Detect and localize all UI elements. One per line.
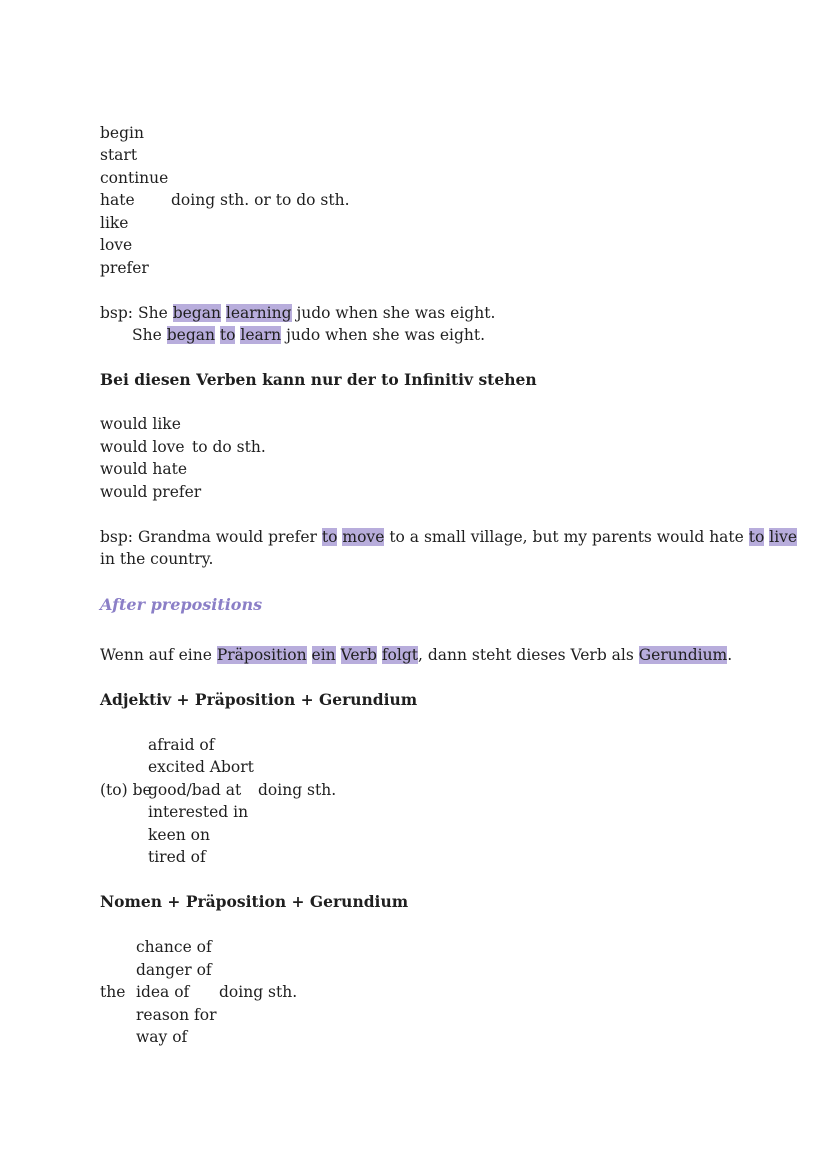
verb-begin: begin <box>100 124 144 142</box>
noun-item: way of <box>136 1028 188 1046</box>
list2-complement: to do sth. <box>192 438 266 456</box>
rule-text: Wenn auf eine <box>100 646 212 664</box>
verb-continue: continue <box>100 169 169 187</box>
adj-item: afraid of <box>148 736 215 754</box>
highlight-learning: learning <box>225 304 292 322</box>
verb-love: love <box>100 236 133 254</box>
highlight-verb: Verb <box>340 646 377 664</box>
highlight-learn: learn <box>240 326 282 344</box>
rule-text: , dann steht dieses Verb als <box>418 646 634 664</box>
heading-adjektiv: Adjektiv + Präposition + Gerundium <box>100 690 418 709</box>
highlight-to: to <box>748 528 765 546</box>
highlight-began: began <box>172 304 221 322</box>
noun-lead: the <box>100 983 126 1001</box>
example1-line2 <box>132 324 485 346</box>
example-prefix: bsp: <box>100 304 134 322</box>
adj-item: good/bad at <box>148 781 242 799</box>
adj-complement: doing sth. <box>258 781 337 799</box>
section-title: After prepositions <box>100 595 263 614</box>
word: She <box>132 326 162 344</box>
adj-item: interested in <box>148 803 249 821</box>
noun-item: danger of <box>136 961 212 979</box>
verb-would-love: would love <box>100 438 185 456</box>
example-rest: judo when she was eight. <box>296 304 496 322</box>
adj-lead: (to) be <box>100 781 152 799</box>
verb-would-prefer: would prefer <box>100 483 202 501</box>
noun-item: chance of <box>136 938 212 956</box>
verb-start: start <box>100 146 138 164</box>
highlight-to: to <box>321 528 338 546</box>
verb-would-like: would like <box>100 415 181 433</box>
adj-item: tired of <box>148 848 206 866</box>
adj-item: excited Abort <box>148 758 254 776</box>
example-text: to a small village, but my parents would hate <box>389 528 744 546</box>
example-text: bsp: Grandma would prefer <box>100 528 317 546</box>
verb-prefer: prefer <box>100 259 149 277</box>
heading-nomen: Nomen + Präposition + Gerundium <box>100 892 409 911</box>
verb-would-hate: would hate <box>100 460 188 478</box>
example1-line1 <box>100 302 495 324</box>
word: She <box>137 304 168 322</box>
highlight-live: live <box>769 528 798 546</box>
adj-item: keen on <box>148 826 210 844</box>
noun-item: reason for <box>136 1006 217 1024</box>
noun-item: idea of <box>136 983 190 1001</box>
list1-complement: doing sth. or to do sth. <box>171 191 350 209</box>
highlight-began: began <box>166 326 215 344</box>
example2-line2: in the country. <box>100 550 214 568</box>
highlight-move: move <box>342 528 385 546</box>
highlight-praeposition: Präposition <box>216 646 307 664</box>
rule-text: . <box>727 646 733 664</box>
example-rest: judo when she was eight. <box>286 326 486 344</box>
example2-line1 <box>100 526 797 548</box>
rule-sentence <box>100 644 732 666</box>
highlight-folgt: folgt <box>381 646 418 664</box>
verb-like: like <box>100 214 129 232</box>
highlight-gerundium: Gerundium <box>638 646 728 664</box>
heading-to-infinitive: Bei diesen Verben kann nur der to Infinitiv stehen <box>100 370 537 389</box>
verb-hate: hate <box>100 191 135 209</box>
noun-complement: doing sth. <box>219 983 298 1001</box>
highlight-ein: ein <box>311 646 336 664</box>
highlight-to: to <box>219 326 236 344</box>
